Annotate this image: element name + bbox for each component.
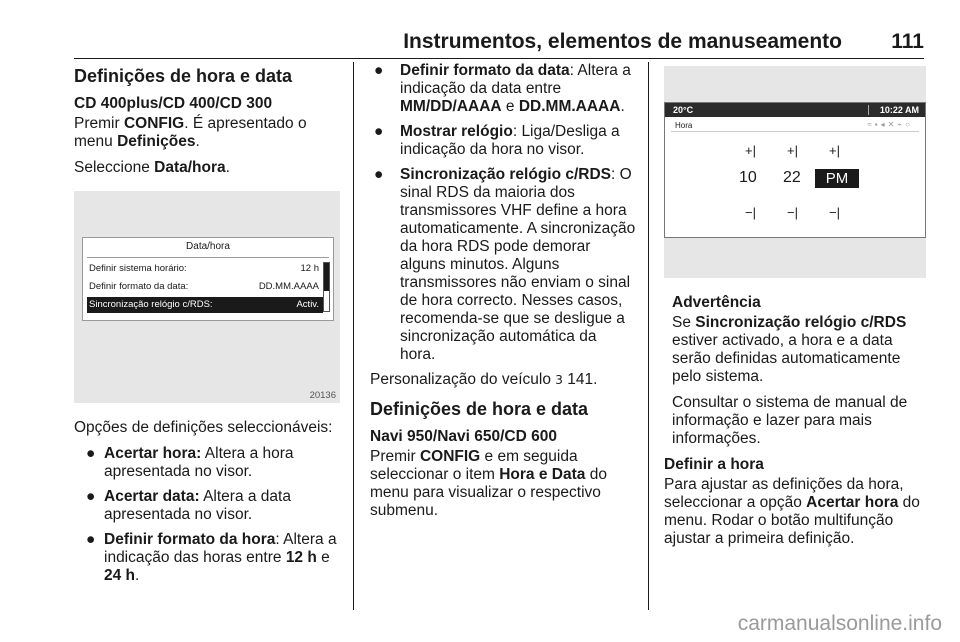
paragraph-select: Seleccione Data/hora. [74,159,230,176]
screen-divider [671,131,919,132]
note-paragraph-2: Consultar o sistema de manual de informação e lazer para mais informações. [672,394,908,447]
column-3 [664,62,926,556]
subsection-title: Definir a hora [664,456,764,473]
temperature: 20°C [673,105,694,115]
cross-reference[interactable]: Personalização do veículo 3 141. [370,371,598,388]
paragraph-definir-hora: Para ajustar as definições da hora, seleccionar a opção Acertar hora do menu. Rodar o botão multifunção ajustar a primeira definição. [664,476,920,547]
minus-icon: −| [745,205,756,220]
bullet-mostrar-relogio: ● Mostrar relógio: Liga/Desliga a indicação da hora no visor. [374,123,620,158]
column-2 [370,62,636,528]
page-header [74,28,924,59]
status-separator [868,105,869,115]
watermark: carmanualsonline.info [737,612,942,635]
note-box [664,294,926,448]
bullet-icon: ● [374,166,384,183]
page-ref-icon: 3 [555,373,563,387]
bullet-formato-hora: ● Definir formato da hora: Altera a indicação das horas entre 12 h e 24 h. [86,531,337,584]
note-paragraph: Se Sincronização relógio c/RDS estiver activado, a hora e a data serão definidas automaticamente pelo sistema. [672,314,907,385]
bullet-acertar-data: ● Acertar data: Altera a data apresentada no visor. [86,488,291,523]
screen-label: Hora [675,121,693,130]
column-1 [74,62,340,592]
clock: 10:22 AM [879,105,919,115]
menu-row: Definir formato da data: DD.MM.AAAA [89,281,319,292]
figure-data-hora-menu [74,191,340,403]
display-screen [82,237,334,321]
page-number: 111 [891,30,924,53]
screen-title: Data/hora [186,241,230,252]
minus-icon: −| [787,205,798,220]
options-intro: Opções de definições seleccionáveis: [74,419,333,436]
minus-icon: −| [829,205,840,220]
bullet-icon: ● [374,123,384,140]
section-heading: Definições de hora e data [74,66,293,86]
menu-row-selected: Sincronização relógio c/RDS: Activ. [87,297,323,313]
section-subheading: CD 400plus/CD 400/CD 300 [74,95,273,112]
scrollbar-thumb [324,263,329,291]
bullet-icon: ● [374,62,384,79]
bullet-acertar-hora: ● Acertar hora: Altera a hora apresentada no visor. [86,445,294,480]
figure-hora-screen [664,66,926,278]
bullet-icon: ● [86,488,96,505]
display-screen [664,102,926,238]
scrollbar [323,262,330,312]
plus-icon: +| [745,143,756,158]
menu-row: Definir sistema horário: 12 h [89,263,319,274]
status-bar [665,103,925,117]
bullet-icon: ● [86,531,96,548]
figure-code: 20136 [309,390,336,401]
paragraph-config: Premir CONFIG. É apresentado o menu Definições. [74,115,307,150]
screen-divider [87,257,329,258]
minute-value: 22 [783,169,801,186]
paragraph-navi: Premir CONFIG e em seguida seleccionar o item Hora e Data do menu para visualizar o respectivo submenu. [370,448,607,519]
status-icons: ≈▪◂✕⌁○ [867,120,913,129]
header-title: Instrumentos, elementos de manuseamento [403,30,842,53]
bullet-formato-data: ● Definir formato da data: Altera a indicação da data entre MM/DD/AAAA e DD.MM.AAAA. [374,62,631,115]
column-divider [353,62,354,610]
column-divider [648,62,649,610]
section-heading: Definições de hora e data [370,399,589,419]
plus-icon: +| [787,143,798,158]
bullet-sincronizacao-rds: ● Sincronização relógio c/RDS: O sinal RDS da maioria dos transmissores VHF define a hora automaticamente. A sincronização da hora RDS pode demorar alguns minutos. Alguns transmissores não enviam o sinal de hora correcto. Nesses casos, recomenda-se que se desligue a sincronização automática da hora. [374,166,636,363]
note-title: Advertência [672,294,761,311]
bullet-icon: ● [86,445,96,462]
hour-value: 10 [739,169,757,186]
section-subheading: Navi 950/Navi 650/CD 600 [370,428,557,445]
ampm-value: PM [815,169,859,188]
plus-icon: +| [829,143,840,158]
